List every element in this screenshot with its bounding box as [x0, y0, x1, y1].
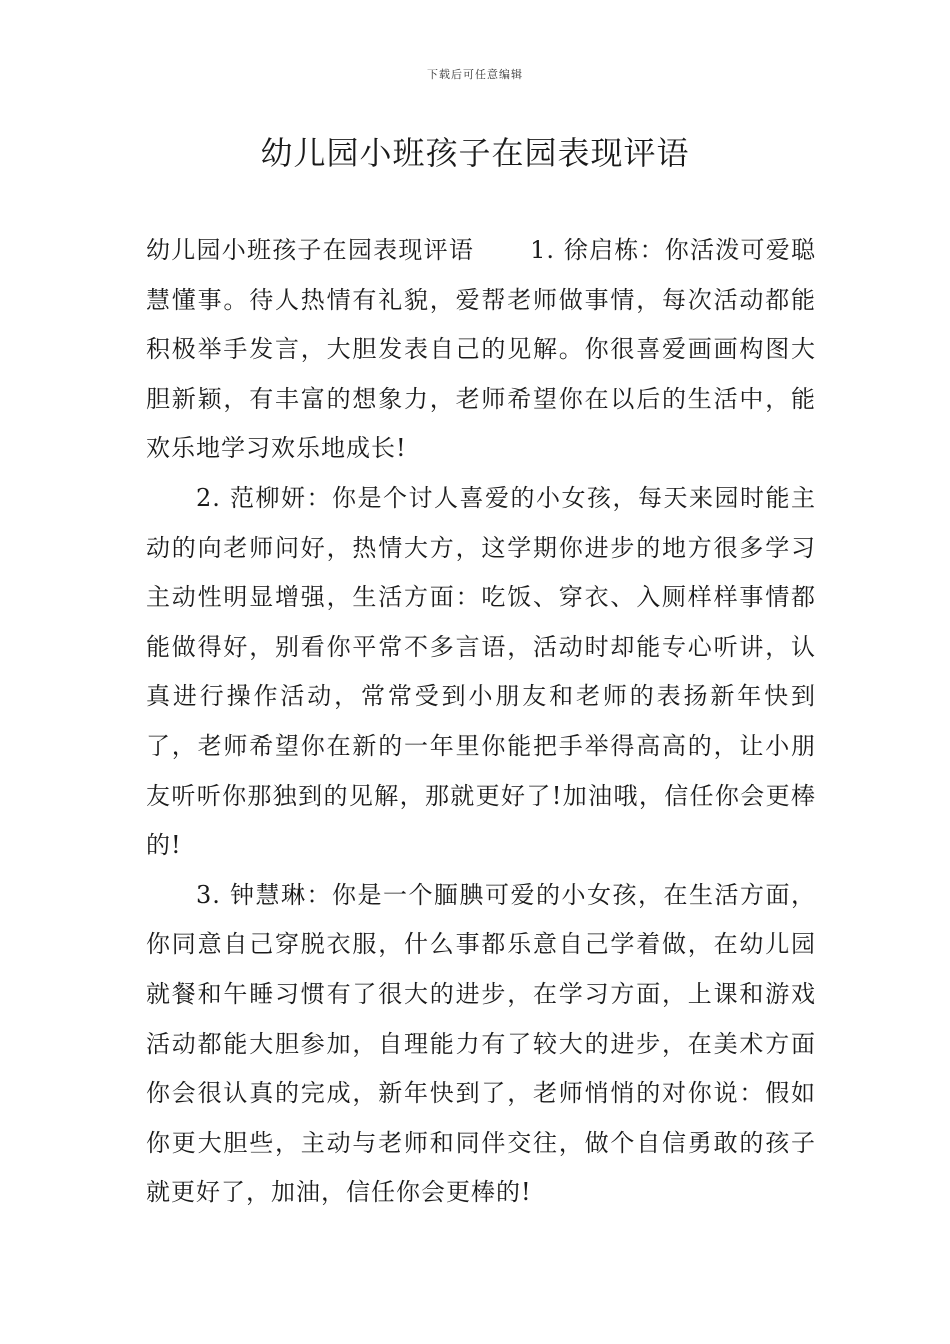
header-note: 下载后可任意编辑 — [427, 68, 523, 81]
intro-paragraph — [146, 226, 816, 474]
paragraph-3: 3. 钟慧琳：你是一个腼腆可爱的小女孩，在生活方面，你同意自己穿脱衣服，什么事都乐意自己学着做，在幼儿园就餐和午睡习惯有了很大的进步，在学习方面，上课和游戏活动都能大胆参加，自理能力有了较大的进步，在美术方面你会很认真的完成，新年快到了，老师悄悄的对你说：假如你更大胆些，主动与老师和同伴交往，做个自信勇敢的孩子就更好了，加油，信任你会更棒的! — [146, 880, 816, 1207]
intro-lead: 幼儿园小班孩子在园表现评语 — [146, 236, 475, 264]
document-body — [146, 226, 816, 1218]
paragraph-2: 2. 范柳妍：你是个讨人喜爱的小女孩，每天来园时能主动的向老师问好，热情大方，这学期你进步的地方很多学习主动性明显增强，生活方面：吃饭、穿衣、入厕样样事情都能做得好，别看你平常不多言语，活动时却能专心听讲，认真进行操作活动，常常受到小朋友和老师的表扬新年快到了，老师希望你在新的一年里你能把手举得高高的，让小朋友听听你那独到的见解，那就更好了!加油哦，信任你会更棒的! — [146, 483, 816, 860]
document-title: 幼儿园小班孩子在园表现评语 — [260, 134, 690, 172]
intro-text: 1. 徐启栋：你活泼可爱聪慧懂事。待人热情有礼貌，爱帮老师做事情，每次活动都能积极举手发言，大胆发表自己的见解。你很喜爱画画构图大胆新颖，有丰富的想象力，老师希望你在以后的生活中，能欢乐地学习欢乐地成长! — [146, 236, 816, 463]
